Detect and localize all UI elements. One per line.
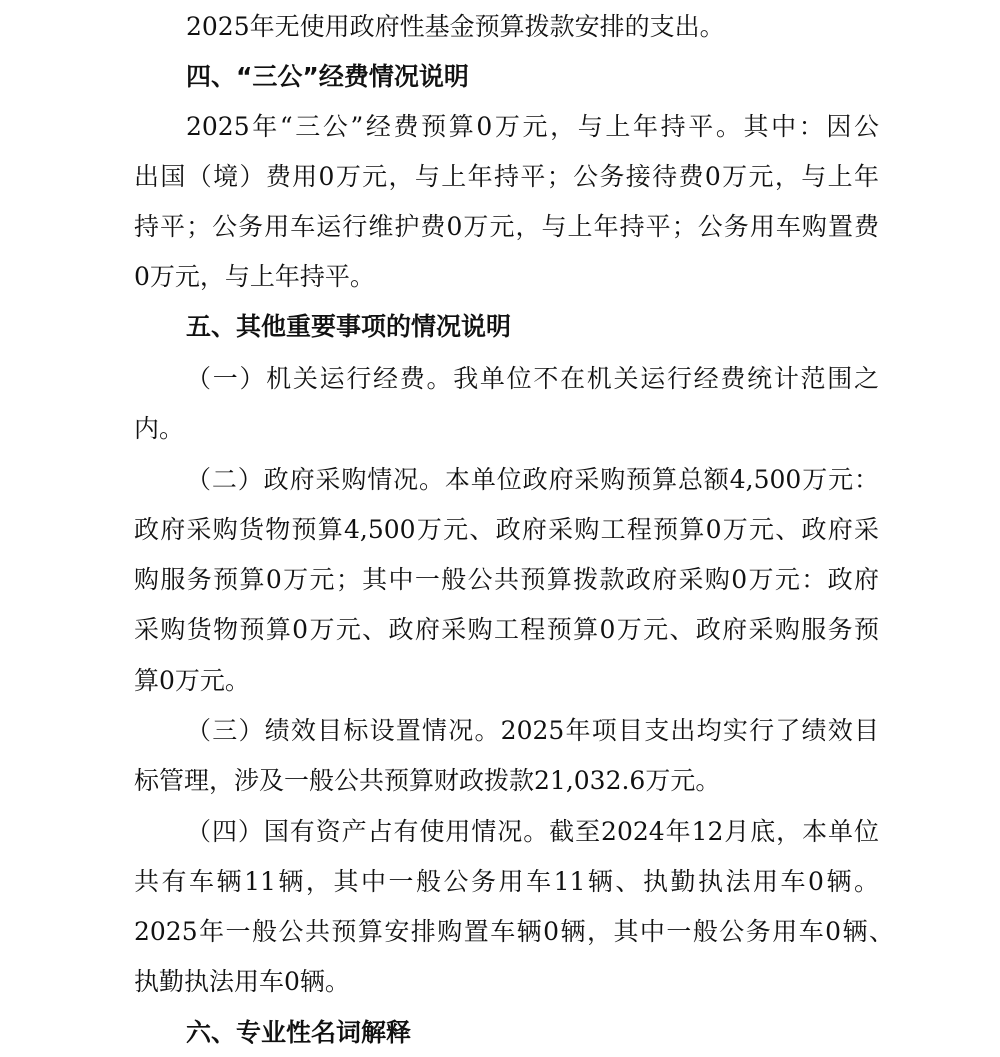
- paragraph-line: 2025年一般公共预算安排购置车辆0辆，其中一般公务用车0辆、: [134, 917, 894, 946]
- paragraph-line: 0万元，与上年持平。: [134, 262, 375, 291]
- paragraph-line: 共有车辆11辆，其中一般公务用车11辆、执勤执法用车0辆。: [134, 867, 879, 896]
- paragraph-line: （四）国有资产占有使用情况。截至2024年12月底，本单位: [186, 817, 879, 846]
- paragraph-line: 2025年无使用政府性基金预算拨款安排的支出。: [186, 12, 725, 41]
- paragraph-line: 采购货物预算0万元、政府采购工程预算0万元、政府采购服务预: [134, 615, 879, 644]
- section-heading-terminology: 六、专业性名词解释: [186, 1018, 412, 1047]
- paragraph-line: （一）机关运行经费。我单位不在机关运行经费统计范围之: [186, 364, 879, 393]
- paragraph-line: 2025年“三公”经费预算0万元，与上年持平。其中：因公: [186, 112, 879, 141]
- paragraph-line: 算0万元。: [134, 666, 250, 695]
- paragraph-line: （三）绩效目标设置情况。2025年项目支出均实行了绩效目: [186, 716, 879, 745]
- section-heading-other-matters: 五、其他重要事项的情况说明: [186, 312, 512, 341]
- paragraph-line: 执勤执法用车0辆。: [134, 967, 350, 996]
- paragraph-line: 出国（境）费用0万元，与上年持平；公务接待费0万元，与上年: [134, 162, 879, 191]
- paragraph-line: 政府采购货物预算4,500万元、政府采购工程预算0万元、政府采: [134, 515, 879, 544]
- paragraph-line: （二）政府采购情况。本单位政府采购预算总额4,500万元：: [186, 465, 879, 494]
- section-heading-san-gong: 四、“三公”经费情况说明: [186, 62, 469, 91]
- paragraph-line: 购服务预算0万元；其中一般公共预算拨款政府采购0万元：政府: [134, 565, 879, 594]
- paragraph-line: 持平；公务用车运行维护费0万元，与上年持平；公务用车购置费: [134, 212, 879, 241]
- paragraph-line: 内。: [134, 414, 185, 443]
- paragraph-line: 标管理，涉及一般公共预算财政拨款21,032.6万元。: [134, 766, 721, 795]
